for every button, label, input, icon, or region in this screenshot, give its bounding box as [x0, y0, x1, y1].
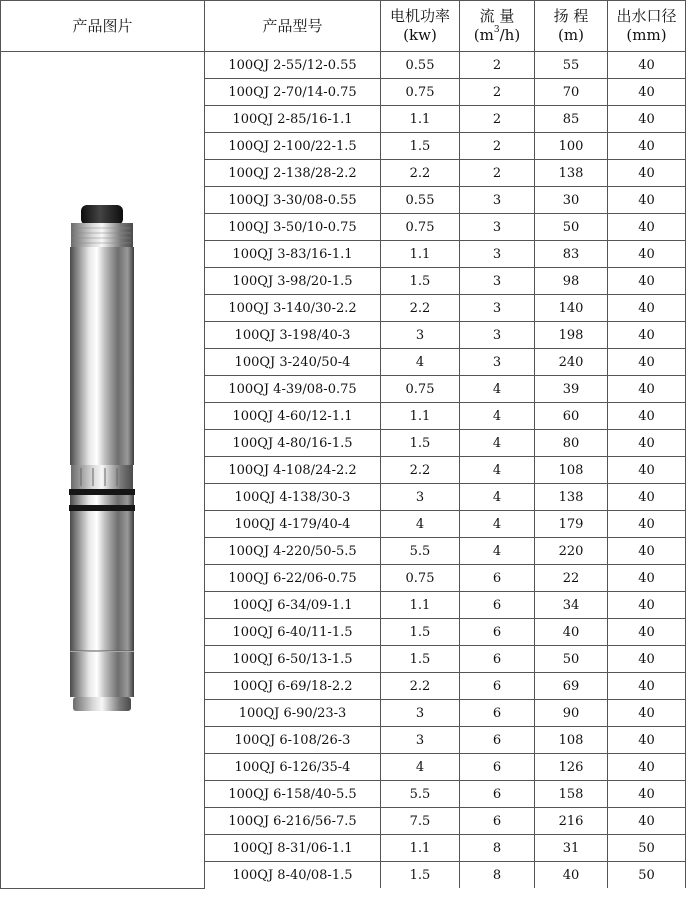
header-outlet-label: 出水口径	[616, 7, 677, 25]
model-cell: 100QJ 2-138/28-2.2	[205, 160, 381, 187]
flow-cell: 4	[460, 376, 535, 403]
pump-motor-lower	[70, 652, 134, 697]
power-cell: 1.1	[381, 835, 460, 862]
header-power	[381, 1, 460, 52]
head-cell: 30	[535, 187, 608, 214]
flow-cell: 4	[460, 538, 535, 565]
outlet-cell: 40	[608, 187, 686, 214]
flow-cell: 2	[460, 133, 535, 160]
flow-cell: 6	[460, 700, 535, 727]
head-cell: 31	[535, 835, 608, 862]
head-cell: 216	[535, 808, 608, 835]
header-row	[1, 1, 686, 52]
model-cell: 100QJ 6-158/40-5.5	[205, 781, 381, 808]
outlet-cell: 40	[608, 511, 686, 538]
head-cell: 85	[535, 106, 608, 133]
flow-cell: 3	[460, 187, 535, 214]
flow-cell: 6	[460, 781, 535, 808]
model-cell: 100QJ 3-98/20-1.5	[205, 268, 381, 295]
model-cell: 100QJ 6-69/18-2.2	[205, 673, 381, 700]
head-cell: 108	[535, 727, 608, 754]
model-cell: 100QJ 2-100/22-1.5	[205, 133, 381, 160]
model-cell: 100QJ 4-220/50-5.5	[205, 538, 381, 565]
flow-cell: 2	[460, 79, 535, 106]
head-cell: 55	[535, 52, 608, 79]
pump-bottom-base	[73, 697, 131, 711]
table-row	[1, 52, 686, 79]
power-cell: 1.1	[381, 592, 460, 619]
flow-cell: 3	[460, 214, 535, 241]
outlet-cell: 40	[608, 457, 686, 484]
head-cell: 70	[535, 79, 608, 106]
power-cell: 1.5	[381, 133, 460, 160]
pump-motor-body	[70, 511, 134, 651]
header-flow-unit: $(m^3/h)$	[473, 25, 521, 44]
flow-cell: 6	[460, 592, 535, 619]
power-cell: 1.5	[381, 430, 460, 457]
outlet-cell: 40	[608, 79, 686, 106]
model-cell: 100QJ 6-50/13-1.5	[205, 646, 381, 673]
flow-cell: 3	[460, 349, 535, 376]
head-cell: 40	[535, 619, 608, 646]
model-cell: 100QJ 4-138/30-3	[205, 484, 381, 511]
outlet-cell: 40	[608, 484, 686, 511]
outlet-cell: 40	[608, 538, 686, 565]
head-cell: 83	[535, 241, 608, 268]
head-cell: 34	[535, 592, 608, 619]
power-cell: 0.75	[381, 565, 460, 592]
power-cell: 1.1	[381, 403, 460, 430]
power-cell: 0.75	[381, 376, 460, 403]
model-cell: 100QJ 2-85/16-1.1	[205, 106, 381, 133]
flow-cell: 2	[460, 52, 535, 79]
head-cell: 140	[535, 295, 608, 322]
outlet-cell: 40	[608, 646, 686, 673]
outlet-cell: 40	[608, 430, 686, 457]
power-cell: 2.2	[381, 673, 460, 700]
power-cell: 0.75	[381, 214, 460, 241]
head-cell: 40	[535, 862, 608, 889]
model-cell: 100QJ 4-108/24-2.2	[205, 457, 381, 484]
flow-cell: 4	[460, 457, 535, 484]
head-cell: 50	[535, 646, 608, 673]
model-cell: 100QJ 4-60/12-1.1	[205, 403, 381, 430]
header-flow-label: 流 量	[479, 7, 515, 25]
table-body	[1, 52, 686, 889]
model-cell: 100QJ 6-126/35-4	[205, 754, 381, 781]
flow-cell: 2	[460, 160, 535, 187]
model-cell: 100QJ 6-216/56-7.5	[205, 808, 381, 835]
outlet-cell: 40	[608, 376, 686, 403]
outlet-cell: 40	[608, 52, 686, 79]
outlet-cell: 40	[608, 727, 686, 754]
head-cell: 108	[535, 457, 608, 484]
power-cell: 3	[381, 322, 460, 349]
pump-ring-lower	[69, 505, 135, 511]
model-cell: 100QJ 6-90/23-3	[205, 700, 381, 727]
power-cell: 2.2	[381, 160, 460, 187]
flow-cell: 2	[460, 106, 535, 133]
flow-cell: 4	[460, 403, 535, 430]
model-cell: 100QJ 8-31/06-1.1	[205, 835, 381, 862]
submersible-pump-image	[1, 52, 205, 888]
header-outlet	[608, 1, 686, 52]
outlet-cell: 40	[608, 403, 686, 430]
head-cell: 220	[535, 538, 608, 565]
model-cell: 100QJ 3-30/08-0.55	[205, 187, 381, 214]
model-cell: 100QJ 4-179/40-4	[205, 511, 381, 538]
power-cell: 3	[381, 484, 460, 511]
head-cell: 98	[535, 268, 608, 295]
head-cell: 198	[535, 322, 608, 349]
header-head-unit: (m)	[558, 26, 584, 44]
power-cell: 5.5	[381, 538, 460, 565]
outlet-cell: 40	[608, 322, 686, 349]
power-cell: 2.2	[381, 295, 460, 322]
flow-cell: 3	[460, 322, 535, 349]
outlet-cell: 40	[608, 214, 686, 241]
power-cell: 4	[381, 754, 460, 781]
flow-cell: 6	[460, 619, 535, 646]
flow-cell: 4	[460, 511, 535, 538]
header-power-label: 电机功率	[389, 7, 450, 25]
header-image: 产品图片	[1, 1, 205, 52]
flow-cell: 4	[460, 430, 535, 457]
flow-cell: 3	[460, 295, 535, 322]
outlet-cell: 50	[608, 862, 686, 889]
head-cell: 100	[535, 133, 608, 160]
model-cell: 100QJ 3-198/40-3	[205, 322, 381, 349]
outlet-cell: 40	[608, 349, 686, 376]
model-cell: 100QJ 3-50/10-0.75	[205, 214, 381, 241]
flow-cell: 3	[460, 268, 535, 295]
pump-upper-body	[70, 247, 134, 465]
head-cell: 60	[535, 403, 608, 430]
model-cell: 100QJ 4-80/16-1.5	[205, 430, 381, 457]
outlet-cell: 40	[608, 241, 686, 268]
model-cell: 100QJ 6-34/09-1.1	[205, 592, 381, 619]
header-power-unit: (kw)	[403, 26, 437, 44]
head-cell: 22	[535, 565, 608, 592]
model-cell: 100QJ 8-40/08-1.5	[205, 862, 381, 889]
model-cell: 100QJ 6-40/11-1.5	[205, 619, 381, 646]
model-cell: 100QJ 3-240/50-4	[205, 349, 381, 376]
power-cell: 1.5	[381, 862, 460, 889]
header-flow	[460, 1, 535, 52]
head-cell: 126	[535, 754, 608, 781]
power-cell: 1.1	[381, 106, 460, 133]
model-cell: 100QJ 2-55/12-0.55	[205, 52, 381, 79]
head-cell: 50	[535, 214, 608, 241]
flow-cell: 4	[460, 484, 535, 511]
outlet-cell: 40	[608, 781, 686, 808]
power-cell: 0.55	[381, 187, 460, 214]
model-cell: 100QJ 6-22/06-0.75	[205, 565, 381, 592]
header-head-label: 扬 程	[553, 7, 589, 25]
product-image-cell	[1, 52, 205, 889]
pump-outlet-cap	[81, 205, 123, 225]
head-cell: 138	[535, 484, 608, 511]
model-cell: 100QJ 3-140/30-2.2	[205, 295, 381, 322]
outlet-cell: 40	[608, 808, 686, 835]
outlet-cell: 40	[608, 754, 686, 781]
head-cell: 90	[535, 700, 608, 727]
flow-cell: 6	[460, 754, 535, 781]
power-cell: 3	[381, 727, 460, 754]
outlet-cell: 40	[608, 106, 686, 133]
flow-cell: 8	[460, 862, 535, 889]
power-cell: 4	[381, 349, 460, 376]
head-cell: 138	[535, 160, 608, 187]
outlet-cell: 40	[608, 700, 686, 727]
model-cell: 100QJ 6-108/26-3	[205, 727, 381, 754]
flow-cell: 8	[460, 835, 535, 862]
power-cell: 7.5	[381, 808, 460, 835]
outlet-cell: 40	[608, 160, 686, 187]
head-cell: 158	[535, 781, 608, 808]
power-cell: 0.75	[381, 79, 460, 106]
flow-cell: 6	[460, 673, 535, 700]
power-cell: 1.5	[381, 646, 460, 673]
power-cell: 2.2	[381, 457, 460, 484]
pump-ring-upper	[69, 489, 135, 495]
outlet-cell: 40	[608, 295, 686, 322]
outlet-cell: 50	[608, 835, 686, 862]
model-cell: 100QJ 3-83/16-1.1	[205, 241, 381, 268]
model-cell: 100QJ 2-70/14-0.75	[205, 79, 381, 106]
outlet-cell: 40	[608, 268, 686, 295]
header-head	[535, 1, 608, 52]
outlet-cell: 40	[608, 619, 686, 646]
head-cell: 69	[535, 673, 608, 700]
outlet-cell: 40	[608, 133, 686, 160]
power-cell: 0.55	[381, 52, 460, 79]
power-cell: 1.5	[381, 619, 460, 646]
model-cell: 100QJ 4-39/08-0.75	[205, 376, 381, 403]
pump-top-screen	[71, 223, 133, 247]
head-cell: 179	[535, 511, 608, 538]
head-cell: 240	[535, 349, 608, 376]
flow-cell: 6	[460, 565, 535, 592]
flow-cell: 3	[460, 241, 535, 268]
pump-intake-section	[71, 465, 133, 489]
power-cell: 3	[381, 700, 460, 727]
power-cell: 1.5	[381, 268, 460, 295]
outlet-cell: 40	[608, 565, 686, 592]
flow-cell: 6	[460, 646, 535, 673]
power-cell: 5.5	[381, 781, 460, 808]
power-cell: 4	[381, 511, 460, 538]
flow-cell: 6	[460, 727, 535, 754]
head-cell: 80	[535, 430, 608, 457]
header-model: 产品型号	[205, 1, 381, 52]
header-outlet-unit: (mm)	[626, 26, 667, 44]
head-cell: 39	[535, 376, 608, 403]
power-cell: 1.1	[381, 241, 460, 268]
outlet-cell: 40	[608, 673, 686, 700]
outlet-cell: 40	[608, 592, 686, 619]
flow-cell: 6	[460, 808, 535, 835]
